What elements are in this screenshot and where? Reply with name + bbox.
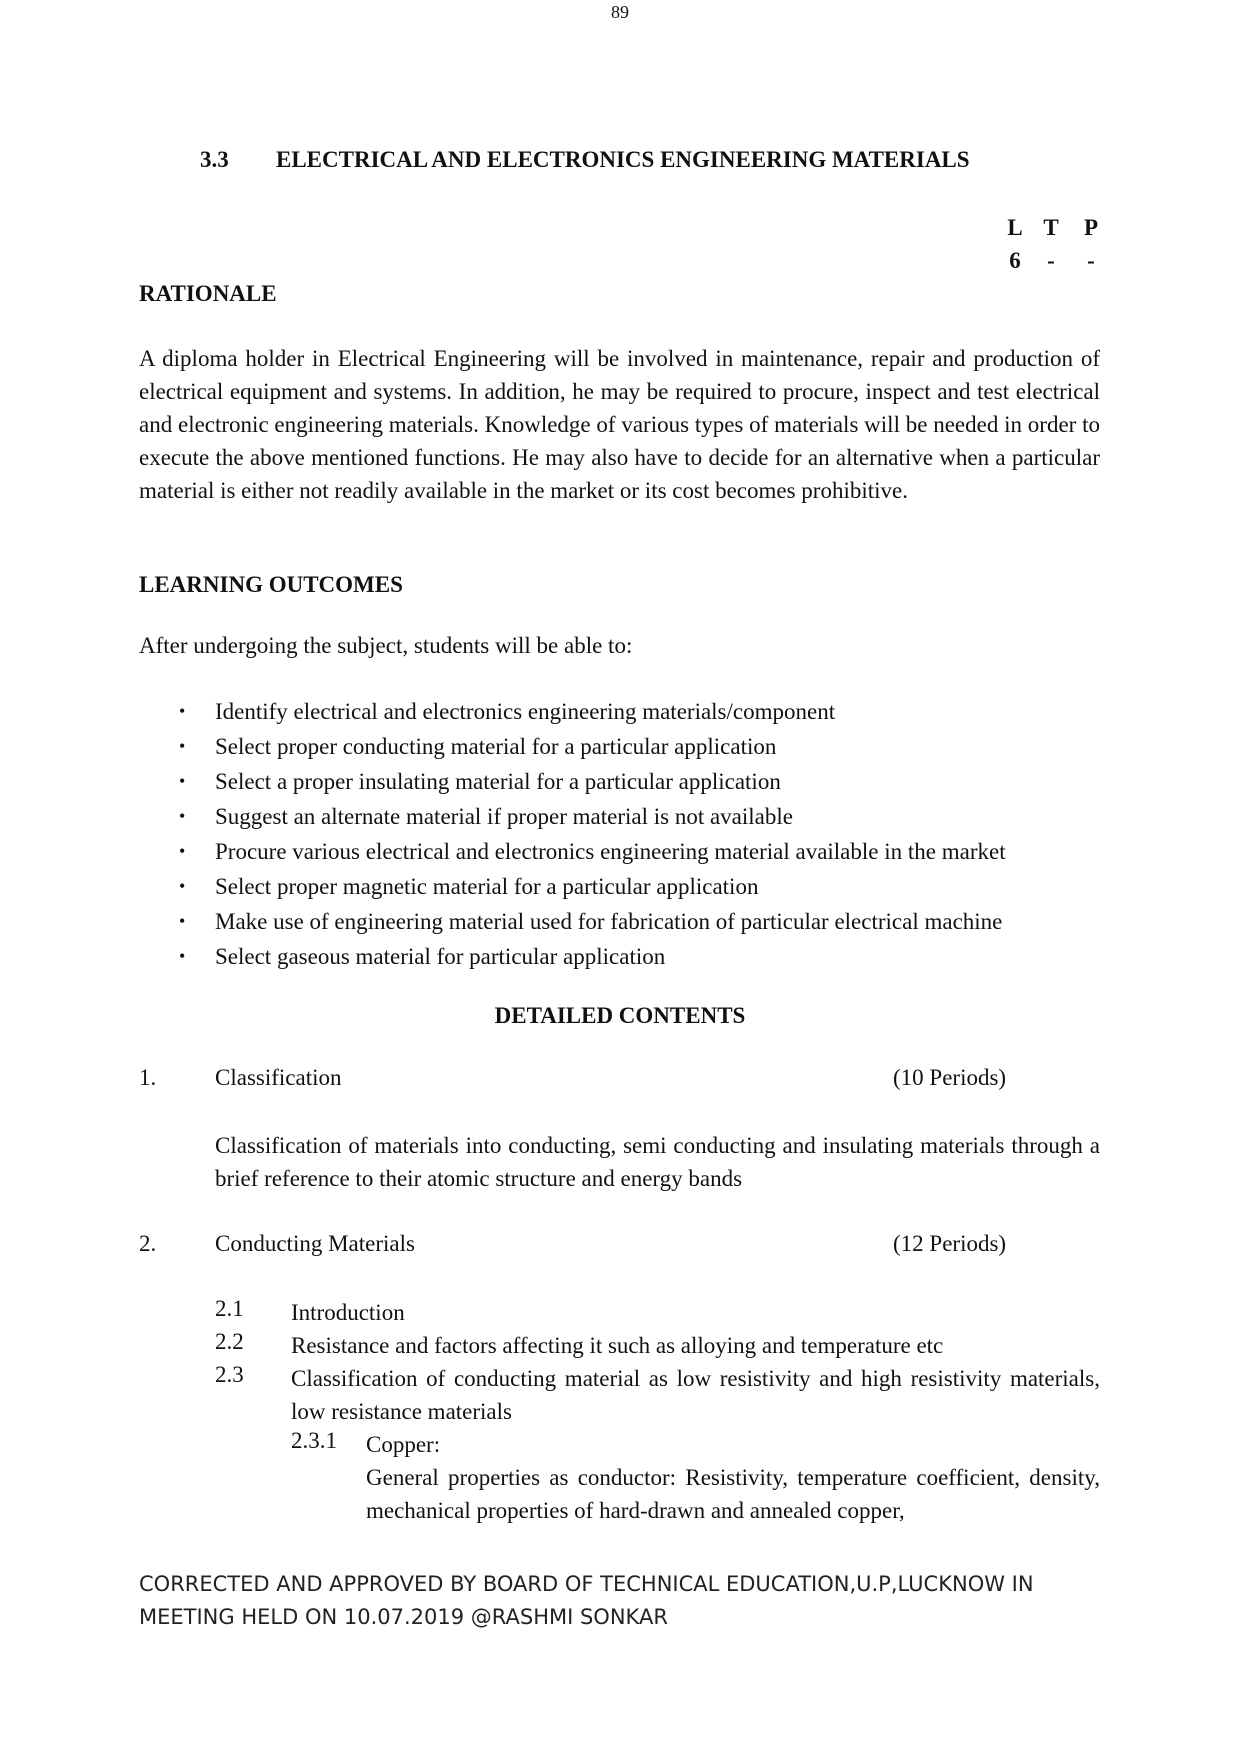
ltp-header-t: T (1043, 215, 1059, 240)
detailed-contents-heading: DETAILED CONTENTS (494, 1003, 746, 1028)
unit-1-periods: (10 Periods) (893, 1065, 1007, 1090)
ltp-value-t: - (1047, 248, 1055, 273)
bullet-icon: • (179, 841, 186, 861)
subtopic-2-2-number: 2.2 (215, 1329, 244, 1354)
ltp-header-p: P (1083, 215, 1099, 240)
bullet-icon: • (179, 701, 186, 721)
section-number: 3.3 (200, 147, 229, 172)
list-item: • Select proper conducting material for a particular application (215, 729, 1006, 764)
footer-line-2: MEETING HELD ON 10.07.2019 @RASHMI SONKAR (139, 1605, 668, 1629)
unit-1-title: Classification (215, 1065, 342, 1090)
list-item: • Select proper magnetic material for a particular application (215, 869, 1006, 904)
list-item: • Suggest an alternate material if proper material is not available (215, 799, 1006, 834)
subtopic-2-3-text: Classification of conducting material as low resistivity and high resistivity materials, low resistance materials (291, 1366, 1100, 1424)
learning-outcomes-heading: LEARNING OUTCOMES (139, 572, 403, 597)
list-item: • Identify electrical and electronics engineering materials/component (215, 694, 1006, 729)
list-item: • Procure various electrical and electronics engineering material available in the market (215, 834, 1006, 869)
page-number: 89 (611, 2, 629, 22)
bullet-icon: • (179, 946, 186, 966)
subtopic-2-1-number: 2.1 (215, 1296, 244, 1321)
footer-line-1: CORRECTED AND APPROVED BY BOARD OF TECHNICAL EDUCATION,U.P,LUCKNOW IN (139, 1572, 1034, 1596)
rationale-heading: RATIONALE (139, 281, 277, 306)
rationale-paragraph: A diploma holder in Electrical Engineering will be involved in maintenance, repair and production of electrical equipment and systems. In addition, he may be required to procure, inspect and test electrical and electronic engineering materials. Knowledge of various types of materials will be needed in order to execute the above mentioned functions. He may also have to decide for an alternative when a particular material is either not readily available in the market or its cost becomes prohibitive. (139, 346, 1100, 503)
ltp-header-l: L (1007, 215, 1023, 240)
learning-outcomes-intro: After undergoing the subject, students will be able to: (139, 633, 633, 658)
subtopic-2-3-number: 2.3 (215, 1362, 244, 1387)
list-item: • Select a proper insulating material for a particular application (215, 764, 1006, 799)
ltp-value-l: 6 (1009, 248, 1021, 273)
unit-2-number: 2. (139, 1231, 157, 1256)
approval-footer (139, 1568, 1034, 1634)
list-item: • Select gaseous material for particular application (215, 939, 1006, 974)
subtopic-2-3-1-title: Copper: (366, 1432, 441, 1457)
subtopic-2-2-text: Resistance and factors affecting it such as alloying and temperature etc (291, 1333, 944, 1358)
bullet-icon: • (179, 911, 186, 931)
unit-1-description: Classification of materials into conducting, semi conducting and insulating materials through a brief reference to their atomic structure and energy bands (215, 1133, 1100, 1191)
subtopic-2-1-text: Introduction (291, 1300, 405, 1325)
ltp-table (1000, 215, 1110, 285)
list-item: • Make use of engineering material used for fabrication of particular electrical machine (215, 904, 1006, 939)
bullet-icon: • (179, 736, 186, 756)
section-title: ELECTRICAL AND ELECTRONICS ENGINEERING MATERIALS (276, 147, 970, 172)
unit-1-number: 1. (139, 1065, 157, 1090)
bullet-icon: • (179, 806, 186, 826)
bullet-icon: • (179, 876, 186, 896)
learning-outcomes-list (179, 694, 1006, 974)
unit-2-title: Conducting Materials (215, 1231, 415, 1256)
subtopic-2-3-1-number: 2.3.1 (291, 1428, 337, 1453)
unit-2-periods: (12 Periods) (893, 1231, 1007, 1256)
ltp-value-p: - (1087, 248, 1095, 273)
subtopic-2-3-1-text: General properties as conductor: Resistivity, temperature coefficient, density, mechanical properties of hard-drawn and annealed copper, (366, 1465, 1100, 1523)
bullet-icon: • (179, 771, 186, 791)
